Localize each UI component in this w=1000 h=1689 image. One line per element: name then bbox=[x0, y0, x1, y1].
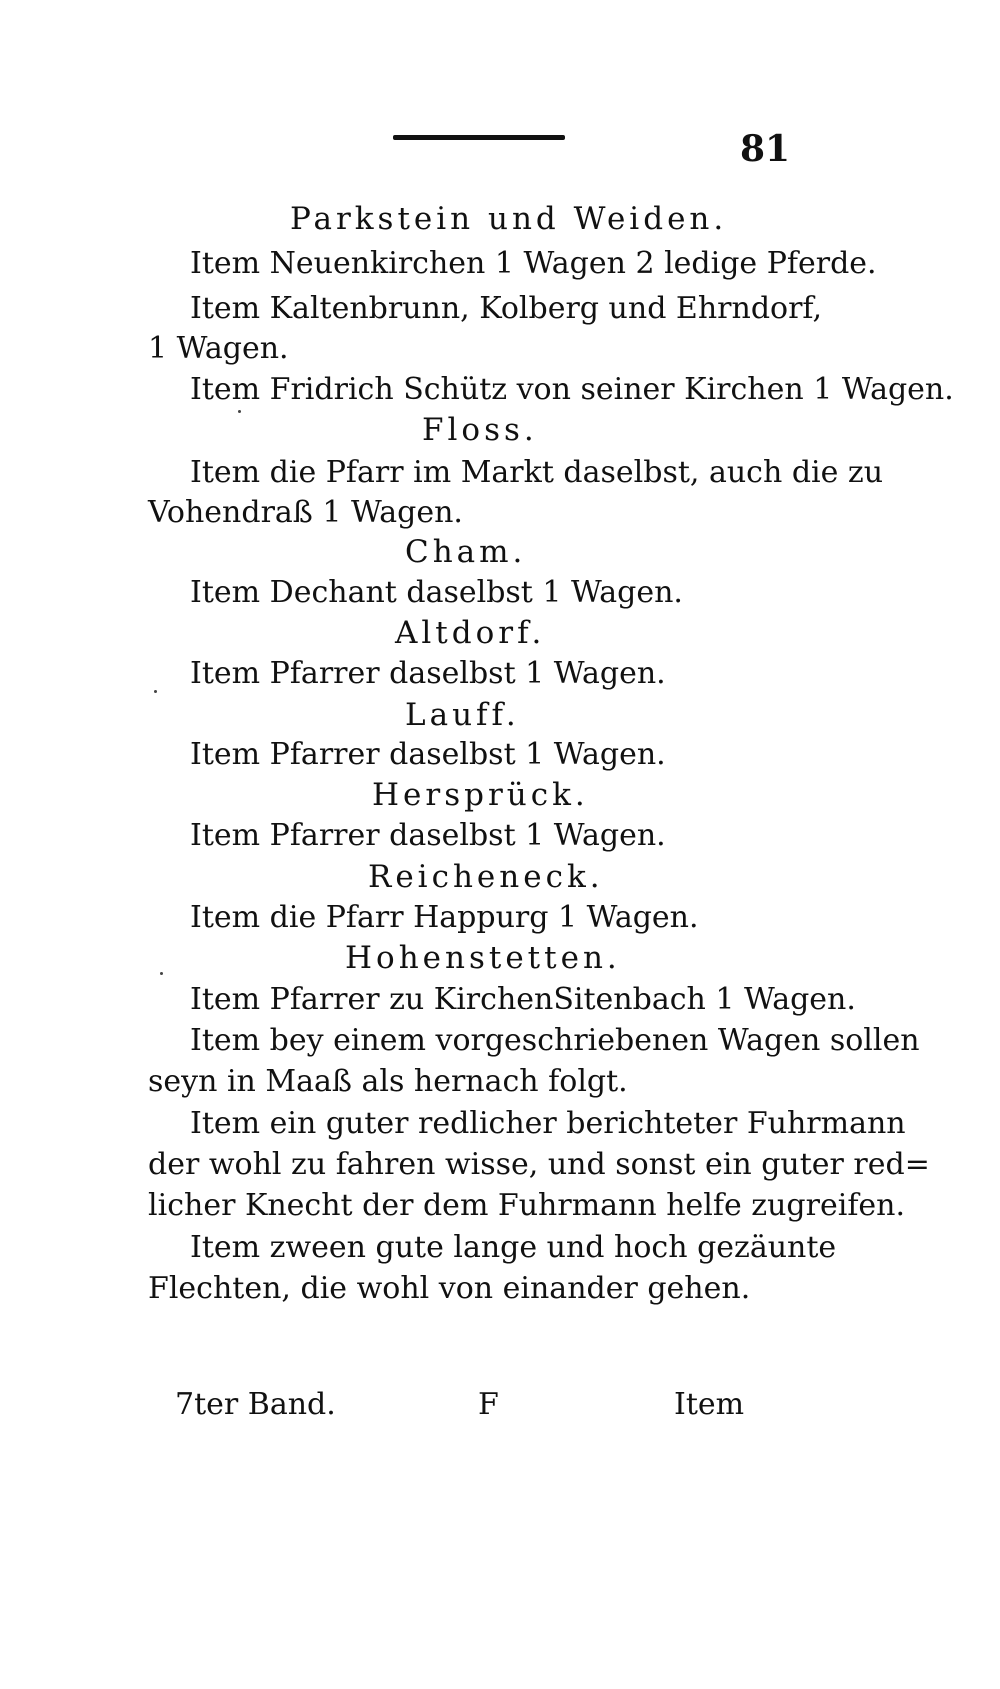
text-line: Flechten, die wohl von einander gehen. bbox=[148, 1271, 751, 1306]
section-heading: Lauff. bbox=[405, 697, 520, 733]
text-line: seyn in Maaß als hernach folgt. bbox=[148, 1064, 628, 1099]
volume-label: 7ter Band. bbox=[175, 1387, 336, 1422]
text-line: Item bey einem vorgeschriebenen Wagen sollen bbox=[190, 1023, 920, 1058]
page-number: 81 bbox=[740, 128, 791, 170]
text-line: der wohl zu fahren wisse, und sonst ein guter red= bbox=[148, 1147, 930, 1182]
text-line: Item die Pfarr im Markt daselbst, auch die zu bbox=[190, 455, 884, 490]
section-heading: Parkstein und Weiden. bbox=[290, 201, 728, 237]
print-speck bbox=[238, 410, 241, 413]
section-heading: Altdorf. bbox=[395, 615, 546, 651]
header-rule bbox=[393, 135, 565, 140]
text-line bbox=[190, 289, 822, 329]
text-line: Item zween gute lange und hoch gezäunte bbox=[190, 1230, 837, 1265]
text-line: Vohendraß 1 Wagen. bbox=[148, 495, 463, 530]
section-heading: Floss. bbox=[422, 412, 538, 448]
print-speck bbox=[154, 690, 157, 693]
text-line-part: Item Kaltenbrunn, Kolberg und Ehrndorf, bbox=[190, 291, 822, 326]
text-line: Item Pfarrer daselbst 1 Wagen. bbox=[190, 818, 666, 853]
text-line: licher Knecht der dem Fuhrmann helfe zugreifen. bbox=[148, 1188, 906, 1223]
section-heading: Hersprück. bbox=[372, 777, 589, 813]
signature-mark: F bbox=[478, 1387, 499, 1422]
text-line: Item Dechant daselbst 1 Wagen. bbox=[190, 575, 683, 610]
section-heading: Hohenstetten. bbox=[345, 940, 621, 976]
text-line: Item Neuenkirchen 1 Wagen 2 ledige Pferde. bbox=[190, 246, 877, 281]
section-heading: Reicheneck. bbox=[368, 859, 604, 895]
text-line: Item Fridrich Schütz von seiner Kirchen 1 Wagen. bbox=[190, 372, 954, 407]
text-line: Item Pfarrer daselbst 1 Wagen. bbox=[190, 656, 666, 691]
text-line: Item Pfarrer daselbst 1 Wagen. bbox=[190, 737, 666, 772]
text-line: 1 Wagen. bbox=[148, 331, 289, 366]
section-heading: Cham. bbox=[405, 534, 527, 570]
print-speck bbox=[160, 972, 163, 975]
text-line: Item Pfarrer zu KirchenSitenbach 1 Wagen. bbox=[190, 982, 856, 1017]
text-line: Item die Pfarr Happurg 1 Wagen. bbox=[190, 900, 699, 935]
catchword: Item bbox=[674, 1387, 745, 1422]
text-line: Item ein guter redlicher berichteter Fuhrmann bbox=[190, 1106, 906, 1141]
